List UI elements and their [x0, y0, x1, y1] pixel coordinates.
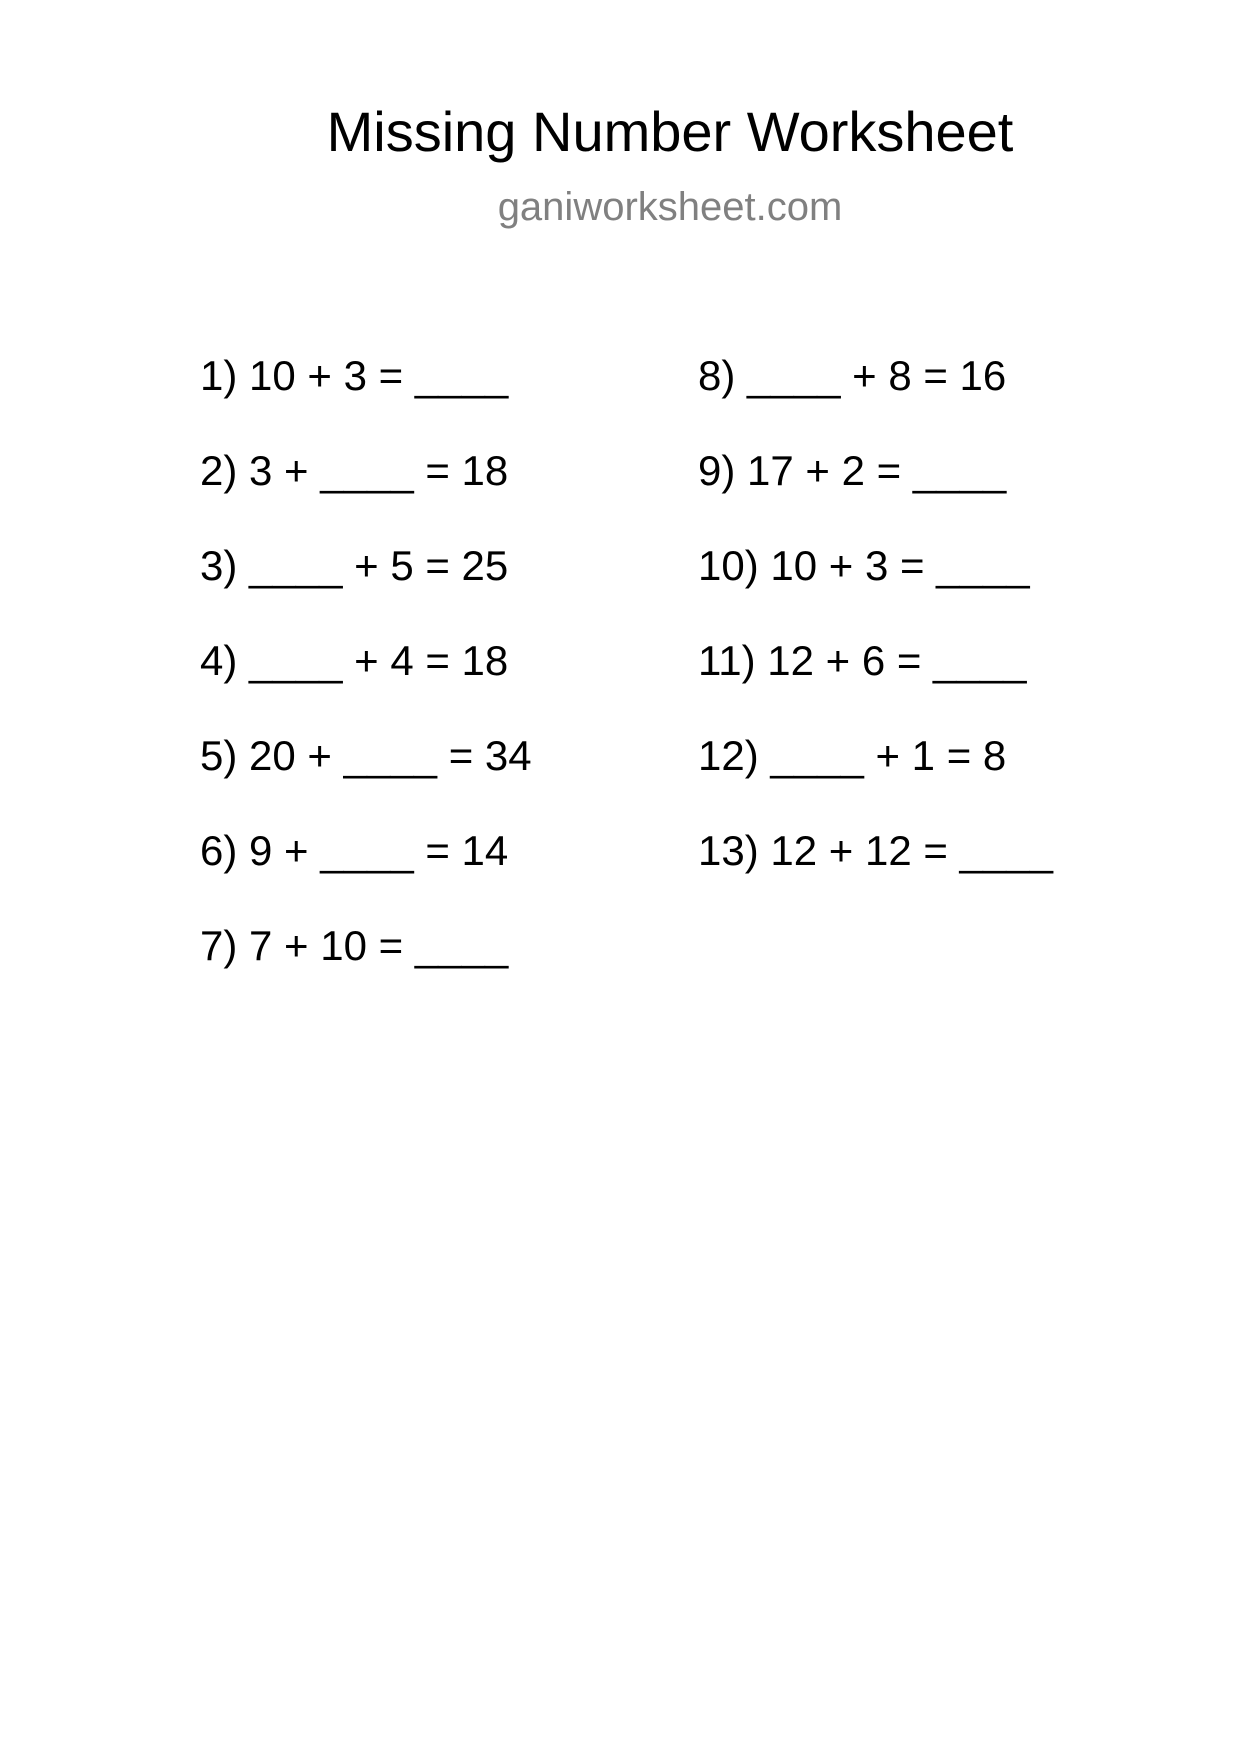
problem-11: 11) 12 + 6 = ____ [698, 637, 1027, 684]
worksheet-title: Missing Number Worksheet [326, 100, 1014, 163]
problem-3: 3) ____ + 5 = 25 [200, 542, 509, 589]
problem-5: 5) 20 + ____ = 34 [200, 732, 532, 779]
problem-9: 9) 17 + 2 = ____ [698, 447, 1007, 494]
problem-4: 4) ____ + 4 = 18 [200, 637, 509, 684]
problem-10: 10) 10 + 3 = ____ [698, 542, 1030, 589]
problem-2: 2) 3 + ____ = 18 [200, 447, 509, 494]
problem-7: 7) 7 + 10 = ____ [200, 922, 509, 969]
problem-1: 1) 10 + 3 = ____ [200, 352, 509, 399]
problem-13: 13) 12 + 12 = ____ [698, 827, 1053, 874]
problem-6: 6) 9 + ____ = 14 [200, 827, 509, 874]
problem-8: 8) ____ + 8 = 16 [698, 352, 1007, 399]
problem-list-right [698, 352, 1053, 922]
problem-list-left [200, 352, 532, 1017]
website-url: ganiworksheet.com [497, 185, 843, 229]
problem-12: 12) ____ + 1 = 8 [698, 732, 1007, 779]
